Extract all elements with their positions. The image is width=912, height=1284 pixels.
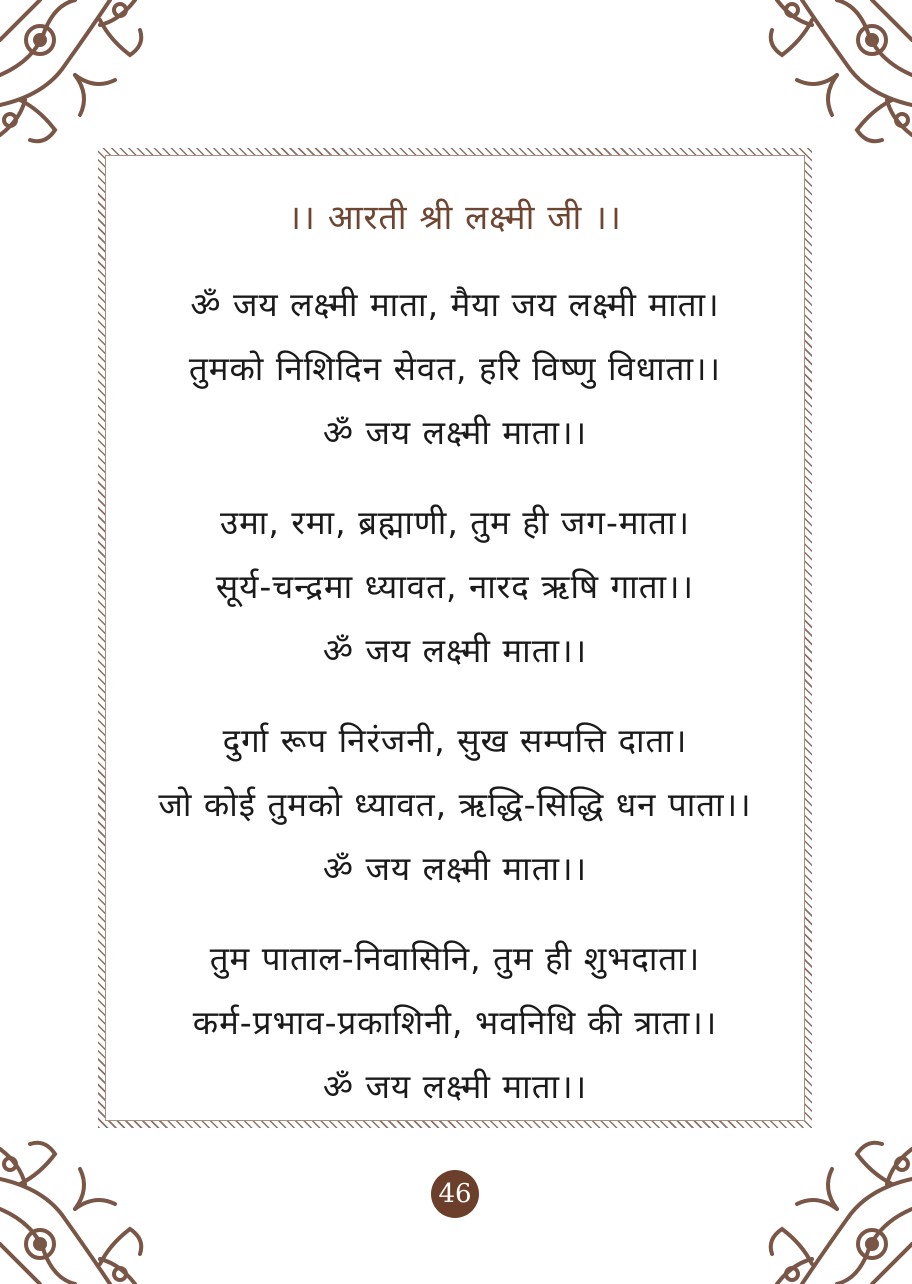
page-number-badge bbox=[431, 1170, 479, 1218]
floral-corner-ornament-icon bbox=[0, 1134, 150, 1284]
page-number: 46 bbox=[438, 1179, 472, 1209]
page-title: ।। आरती श्री लक्ष्मी जी ।। bbox=[288, 198, 622, 238]
verse-line: दुर्गा रूप निरंजनी, सुख सम्पत्ति दाता। bbox=[222, 721, 688, 760]
verse-line: कर्म-प्रभाव-प्रकाशिनी, भवनिधि की त्राता।। bbox=[192, 1003, 718, 1042]
verse-line: जो कोई तुमको ध्यावत, ऋद्धि-सिद्धि धन पाता।। bbox=[158, 785, 752, 824]
verse-line: ॐ जय लक्ष्मी माता, मैया जय लक्ष्मी माता। bbox=[190, 285, 720, 324]
refrain-line: ॐ जय लक्ष्मी माता।। bbox=[322, 413, 588, 452]
verse-line: सूर्य-चन्द्रमा ध्यावत, नारद ऋषि गाता।। bbox=[215, 567, 695, 606]
stanza bbox=[110, 709, 800, 901]
verse-line: तुमको निशिदिन सेवत, हरि विष्णु विधाता।। bbox=[188, 349, 722, 388]
page-content bbox=[110, 165, 800, 1145]
stanza bbox=[110, 491, 800, 683]
floral-corner-ornament-icon bbox=[0, 0, 150, 150]
refrain-line: ॐ जय लक्ष्मी माता।। bbox=[322, 849, 588, 888]
refrain-line: ॐ जय लक्ष्मी माता।। bbox=[322, 631, 588, 670]
floral-corner-ornament-icon bbox=[762, 1134, 912, 1284]
stanza bbox=[110, 927, 800, 1119]
refrain-line: ॐ जय लक्ष्मी माता।। bbox=[322, 1067, 588, 1106]
floral-corner-ornament-icon bbox=[762, 0, 912, 150]
stanza bbox=[110, 273, 800, 465]
verse-line: तुम पाताल-निवासिनि, तुम ही शुभदाता। bbox=[209, 939, 701, 978]
verse-line: उमा, रमा, ब्रह्माणी, तुम ही जग-माता। bbox=[219, 503, 691, 542]
